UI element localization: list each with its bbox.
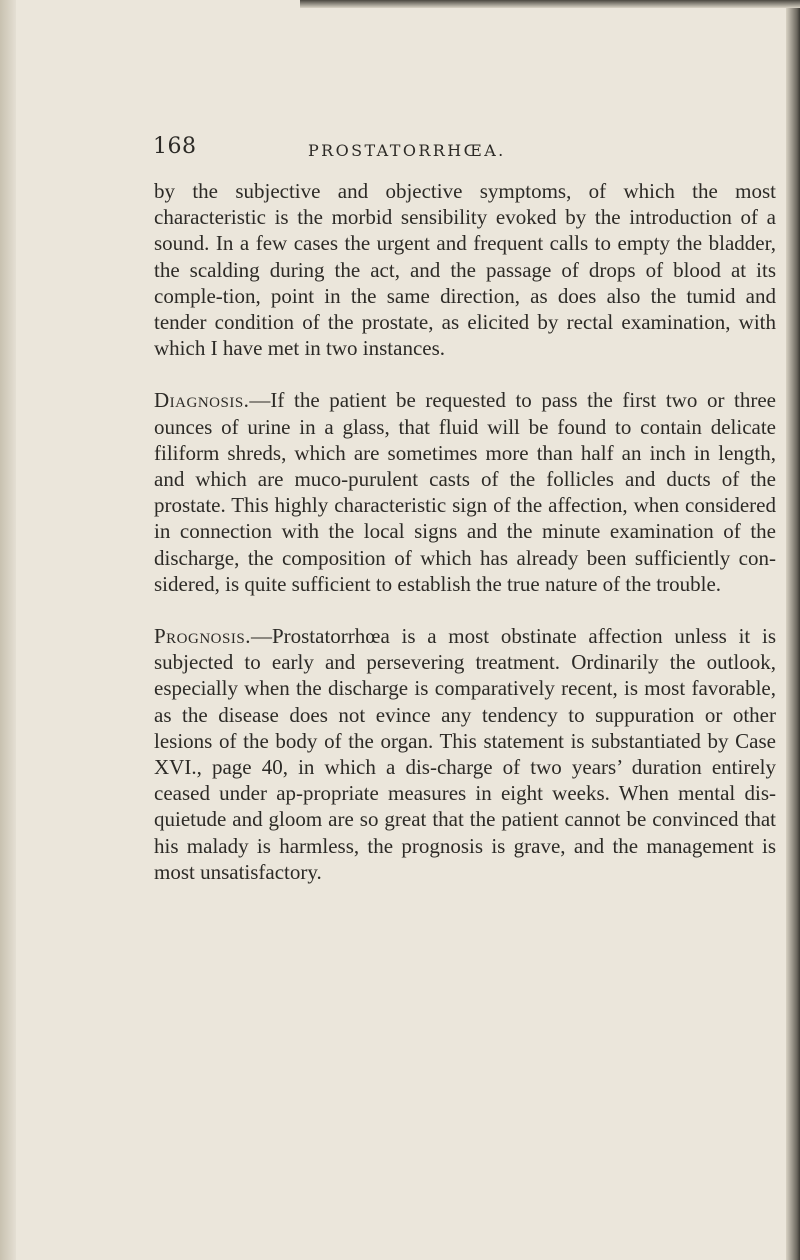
page-edge-top <box>300 0 800 8</box>
paragraph-text: —Prostatorrhœa is a most obstinate affection unless it is subjected to early and persevering treatment. Ordinarily the outlook, especially when the discharge is comparatively recent, is most favorable, as the disease does not evince any tendency to suppuration or other lesions of the body of the organ. This statement is substantiated by Case XVI., page 40, in which a dis-charge of two years’ duration entirely ceased under ap-propriate measures in eight weeks. When mental dis-quietude and gloom are so great that the patient cannot be convinced that his malady is harmless, the prognosis is grave, and the management is most unsatisfactory. <box>154 624 776 884</box>
paragraph-diagnosis <box>154 387 776 597</box>
section-lead-diagnosis: Diagnosis. <box>154 388 250 413</box>
running-head: PROSTATORRHŒA. <box>308 141 506 160</box>
page-edge-left <box>0 0 16 1260</box>
paragraph-symptoms <box>154 178 776 361</box>
paragraph-text: by the subjective and objective symptoms, of which the most characteristic is the morbid sensibility evoked by the introduction of a sound. In a few cases the urgent and frequent calls to empty the bladder, the scalding during the act, and the passage of drops of blood at its comple-tion, point in the same direction, as does also the tumid and tender condition of the prostate, as elicited by rectal examination, with which I have met in two instances. <box>154 179 776 361</box>
page-edge-right <box>786 0 800 1260</box>
paragraph-prognosis <box>154 623 776 885</box>
body-text <box>154 178 776 885</box>
page-number: 168 <box>153 134 197 159</box>
paragraph-text: —If the patient be requested to pass the first two or three ounces of urine in a glass, that fluid will be found to contain delicate filiform shreds, which are sometimes more than half an inch in length, and which are muco-purulent casts of the follicles and ducts of the prostate. This highly characteristic sign of the affection, when considered in connection with the local signs and the minute examination of the discharge, the composition of which has already been sufficiently con-sidered, is quite sufficient to establish the true nature of the trouble. <box>154 388 776 596</box>
page-header <box>153 134 773 168</box>
section-lead-prognosis: Prognosis. <box>154 624 251 649</box>
